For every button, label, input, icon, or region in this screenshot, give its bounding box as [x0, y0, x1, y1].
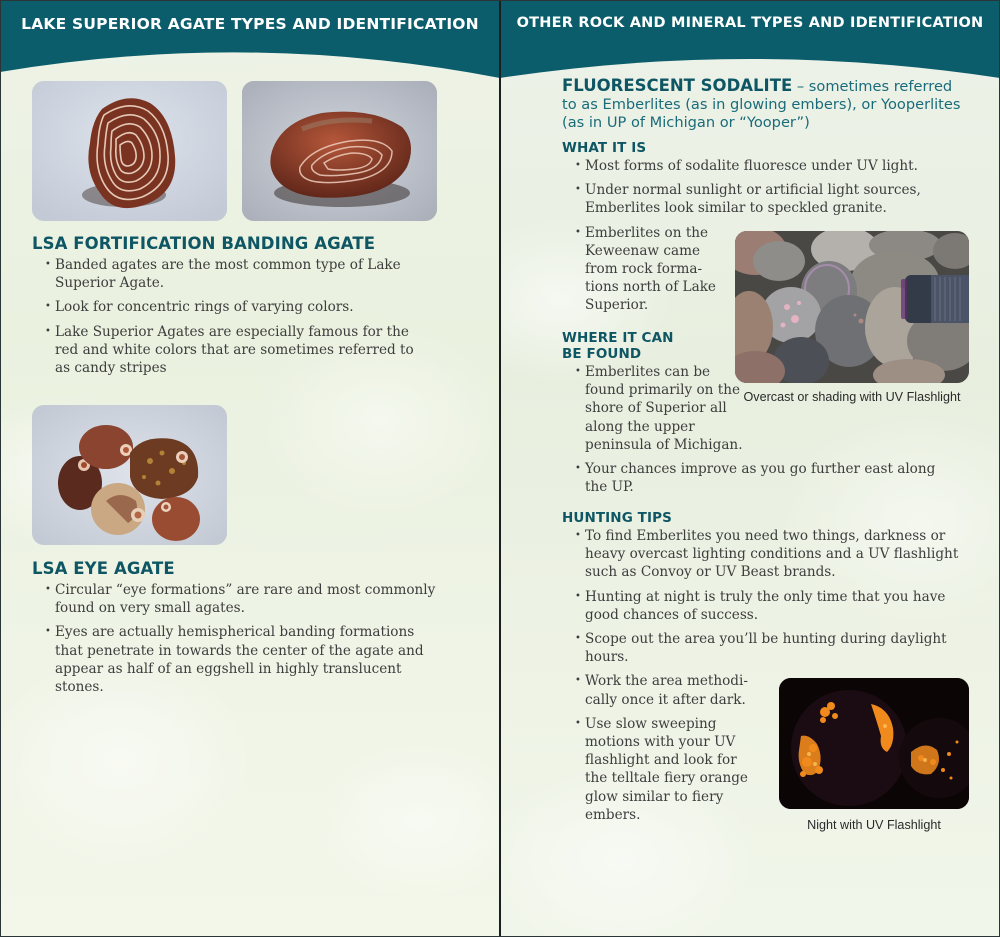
banded-agate-photo-1 — [32, 81, 227, 221]
bullet-item: • Scope out the area you’ll be hunting during daylight hours. — [576, 630, 971, 666]
right-header-banner — [500, 0, 1000, 80]
banded-agate-photo-2 — [242, 81, 437, 221]
bullet-item: • Work the area methodi-cally once it after dark. — [576, 672, 756, 708]
bullet-item: • Circular “eye formations” are rare and most commonly found on very small agates. — [46, 581, 441, 617]
section-heading-eye-agate: LSA EYE AGATE — [32, 559, 175, 578]
bullet-item: • Lake Superior Agates are especially famous for the red and white colors that are sometimes referred to as candy stripes — [46, 323, 431, 378]
page-fold-divider — [499, 0, 501, 937]
left-header-banner — [0, 0, 500, 80]
section-heading-hunting-tips: HUNTING TIPS — [562, 510, 672, 526]
uv-night-caption: Night with UV Flashlight — [807, 818, 941, 832]
heading-line: BE FOUND — [562, 346, 642, 362]
sodalite-description: – sometimes referred to as Emberlites (as in glowing embers), or Yooperlites (as in UP of Michigan or “Yooper”) — [562, 78, 961, 131]
header-arc-shape — [500, 0, 1000, 80]
bullet-item: • To find Emberlites you need two things, darkness or heavy overcast lighting conditions and a UV flashlight such as Convoy or UV Beast brands. — [576, 527, 971, 582]
bullet-item: • Most forms of sodalite fluoresce under UV light. — [576, 157, 956, 175]
eye-agate-photo — [32, 405, 227, 545]
bullet-item: • Use slow sweeping motions with your UV flashlight and look for the telltale fiery orange glow similar to fiery embers. — [576, 715, 756, 824]
right-panel — [500, 0, 1000, 937]
where-found-bullet-list — [576, 363, 966, 502]
bullet-item: • Eyes are actually hemispherical banding formations that penetrate in towards the center of the agate and appear as half of an eggshell in highly translucent stones. — [46, 623, 441, 696]
bullet-item: • Under normal sunlight or artificial light sources, Emberlites look similar to speckled granite. — [576, 181, 956, 217]
section-heading-fortification: LSA FORTIFICATION BANDING AGATE — [32, 234, 376, 253]
bullet-item: • Emberlites on the Keweenaw came from rock forma-tions north of Lake Superior. — [576, 224, 716, 315]
heading-line: WHERE IT CAN — [562, 330, 674, 346]
uv-night-photo — [779, 678, 969, 809]
sodalite-title: FLUORESCENT SODALITE — [562, 76, 793, 95]
eye-agate-bullet-list — [46, 581, 441, 702]
uv-overcast-caption: Overcast or shading with UV Flashlight — [743, 390, 961, 404]
sodalite-intro — [562, 77, 967, 132]
uv-overcast-photo — [735, 231, 969, 383]
bullet-item: • Look for concentric rings of varying colors. — [46, 298, 431, 316]
right-header-title: OTHER ROCK AND MINERAL TYPES AND IDENTIFICATION — [516, 15, 984, 31]
bullet-item: • Your chances improve as you go further east along the UP. — [576, 460, 946, 496]
section-heading-what-it-is: WHAT IT IS — [562, 140, 647, 156]
left-header-title: LAKE SUPERIOR AGATE TYPES AND IDENTIFICATION — [21, 15, 479, 33]
bullet-item: • Emberlites can be found primarily on the shore of Superior all along the upper peninsula of Michigan. — [576, 363, 751, 454]
bullet-item: • Banded agates are the most common type of Lake Superior Agate. — [46, 256, 431, 292]
header-arc-shape — [0, 0, 500, 80]
section-heading-where-found — [562, 330, 674, 362]
bullet-item: • Hunting at night is truly the only time that you have good chances of success. — [576, 588, 971, 624]
fortification-bullet-list — [46, 256, 431, 383]
